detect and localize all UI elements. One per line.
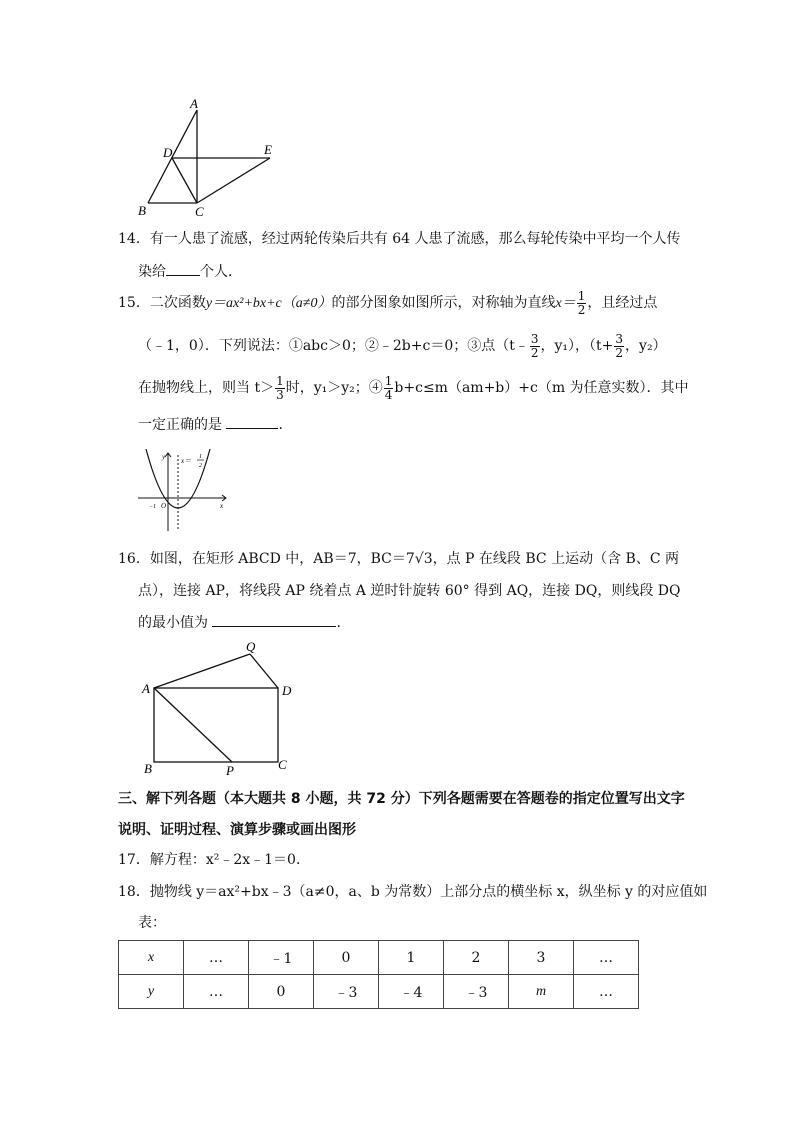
fig16-label-p: P <box>226 763 234 778</box>
q14-line-2 <box>138 261 242 282</box>
fig16-label-b: B <box>144 761 152 776</box>
table-cell: 1 <box>379 941 444 975</box>
q15-answer-blank[interactable] <box>226 414 278 429</box>
table-cell: 0 <box>314 941 379 975</box>
fig16-label-a: A <box>142 681 150 696</box>
table-cell: … <box>574 941 639 975</box>
q16-line-1: 16．如图，在矩形 ABCD 中，AB＝7，BC＝7√3，点 P 在线段 BC 上运动（含 B、C 两 <box>118 551 679 567</box>
q15-text-4: abc＞0；②﹣2b+c＝0；③点（t﹣ <box>302 338 529 354</box>
q15-x-eq: x＝ <box>555 296 576 311</box>
section-3-heading-2: 说明、证明过程、演算步骤或画出图形 <box>118 822 356 838</box>
table-cell: x <box>119 941 184 975</box>
graph-axis-label: x＝ <box>181 457 192 465</box>
q16-line-3 <box>138 612 350 633</box>
table-cell: ﹣1 <box>249 941 314 975</box>
q15-text-11: ． <box>278 417 293 433</box>
q16-line-2: 点），连接 AP，将线段 AP 绕着点 A 逆时针旋转 60° 得到 AQ，连接 DQ，则线段 DQ <box>138 583 681 599</box>
q15-text-7: 在抛物线上，则当 t＞ <box>138 380 275 396</box>
graph-origin-label: O <box>161 502 167 510</box>
q16-text-a: 的最小值为 <box>138 615 208 631</box>
q15-fraction-1-3: $\frac{1}{3}$ <box>276 373 284 402</box>
q18-value-table <box>118 940 639 1009</box>
q18-line-2: 表： <box>138 915 166 931</box>
q15-line-1 <box>118 288 657 319</box>
section-3-heading-1: 三、解下列各题（本大题共 8 小题，共 72 分）下列各题需要在答题卷的指定位置写出文字 <box>118 791 685 807</box>
fig14-label-c: C <box>195 204 204 219</box>
table-cell: y <box>119 975 184 1009</box>
table-row <box>119 975 639 1009</box>
table-cell: … <box>184 975 249 1009</box>
q14-text-b: 个人． <box>200 264 242 280</box>
q16-answer-blank[interactable] <box>212 612 336 627</box>
q15-text-6: ，y₂） <box>625 338 667 354</box>
graph-y-label: y <box>162 453 166 461</box>
q15-line-4 <box>138 414 292 435</box>
table-cell: ﹣3 <box>444 975 509 1009</box>
fig16-label-d: D <box>282 683 292 698</box>
q15-prefix: 15．二次函数 <box>118 295 206 311</box>
q15-fraction-3-2b: $\frac{3}{2}$ <box>615 331 624 360</box>
q15-text-10: 一定正确的是 <box>138 417 222 433</box>
q17-text: 17．解方程：x²﹣2x﹣1＝0． <box>118 852 310 868</box>
graph-axis-num: 1 <box>199 454 202 460</box>
graph-x-label: x <box>220 502 224 510</box>
q15-function: y＝ax²+bx+c（a≠0） <box>205 296 332 311</box>
q15-text-1: 的部分图象如图所示，对称轴为直线 <box>331 295 556 311</box>
table-cell: 3 <box>509 941 574 975</box>
q15-fraction-1-4: $\frac{1}{4}$ <box>384 373 393 402</box>
table-cell: m <box>509 975 574 1009</box>
q15-text-2: ，且经过点 <box>587 295 658 311</box>
table-cell: ﹣3 <box>314 975 379 1009</box>
fig16-label-c: C <box>278 757 287 772</box>
graph-neg1-label: −1 <box>149 504 157 510</box>
table-row <box>119 941 639 975</box>
table-cell: 2 <box>444 941 509 975</box>
table-cell: … <box>184 941 249 975</box>
q15-text-8: 时，y₁＞y₂；④ <box>285 380 383 396</box>
q16-text-b: ． <box>336 615 351 631</box>
q15-text-9: b+c≤m（am+b）+c（m 为任意实数）．其中 <box>394 380 689 396</box>
q15-text-5: ，y₁），（t+ <box>540 338 614 354</box>
fig14-label-a: A <box>190 96 198 111</box>
table-cell: 0 <box>249 975 314 1009</box>
q15-fraction-3-2a: $\frac{3}{2}$ <box>530 331 539 360</box>
fig16-label-q: Q <box>246 639 256 654</box>
figure-15-parabola <box>136 449 232 535</box>
q15-text-3: （﹣1，0）．下列说法：① <box>138 338 303 354</box>
q15-line-3 <box>138 373 689 403</box>
q18-line-1: 18．抛物线 y＝ax²+bx﹣3（a≠0，a、b 为常数）上部分点的横坐标 x，纵坐标 y 的对应值如 <box>118 884 708 900</box>
q15-fraction-half: $\frac{1}{2}$ <box>577 288 586 317</box>
q14-answer-blank[interactable] <box>166 261 200 276</box>
q14-text-a: 染给 <box>138 264 166 280</box>
figure-16-rectangle <box>138 636 298 780</box>
table-cell: … <box>574 975 639 1009</box>
fig14-label-e: E <box>264 142 272 157</box>
q15-line-2 <box>138 331 667 361</box>
fig14-label-b: B <box>138 203 146 218</box>
fig14-label-d: D <box>163 145 173 160</box>
q14-line-1: 14．有一人患了流感，经过两轮传染后共有 64 人患了流感，那么每轮传染中平均一个人传 <box>118 231 681 247</box>
figure-14 <box>130 96 290 220</box>
table-cell: ﹣4 <box>379 975 444 1009</box>
graph-axis-den: 2 <box>199 463 202 469</box>
